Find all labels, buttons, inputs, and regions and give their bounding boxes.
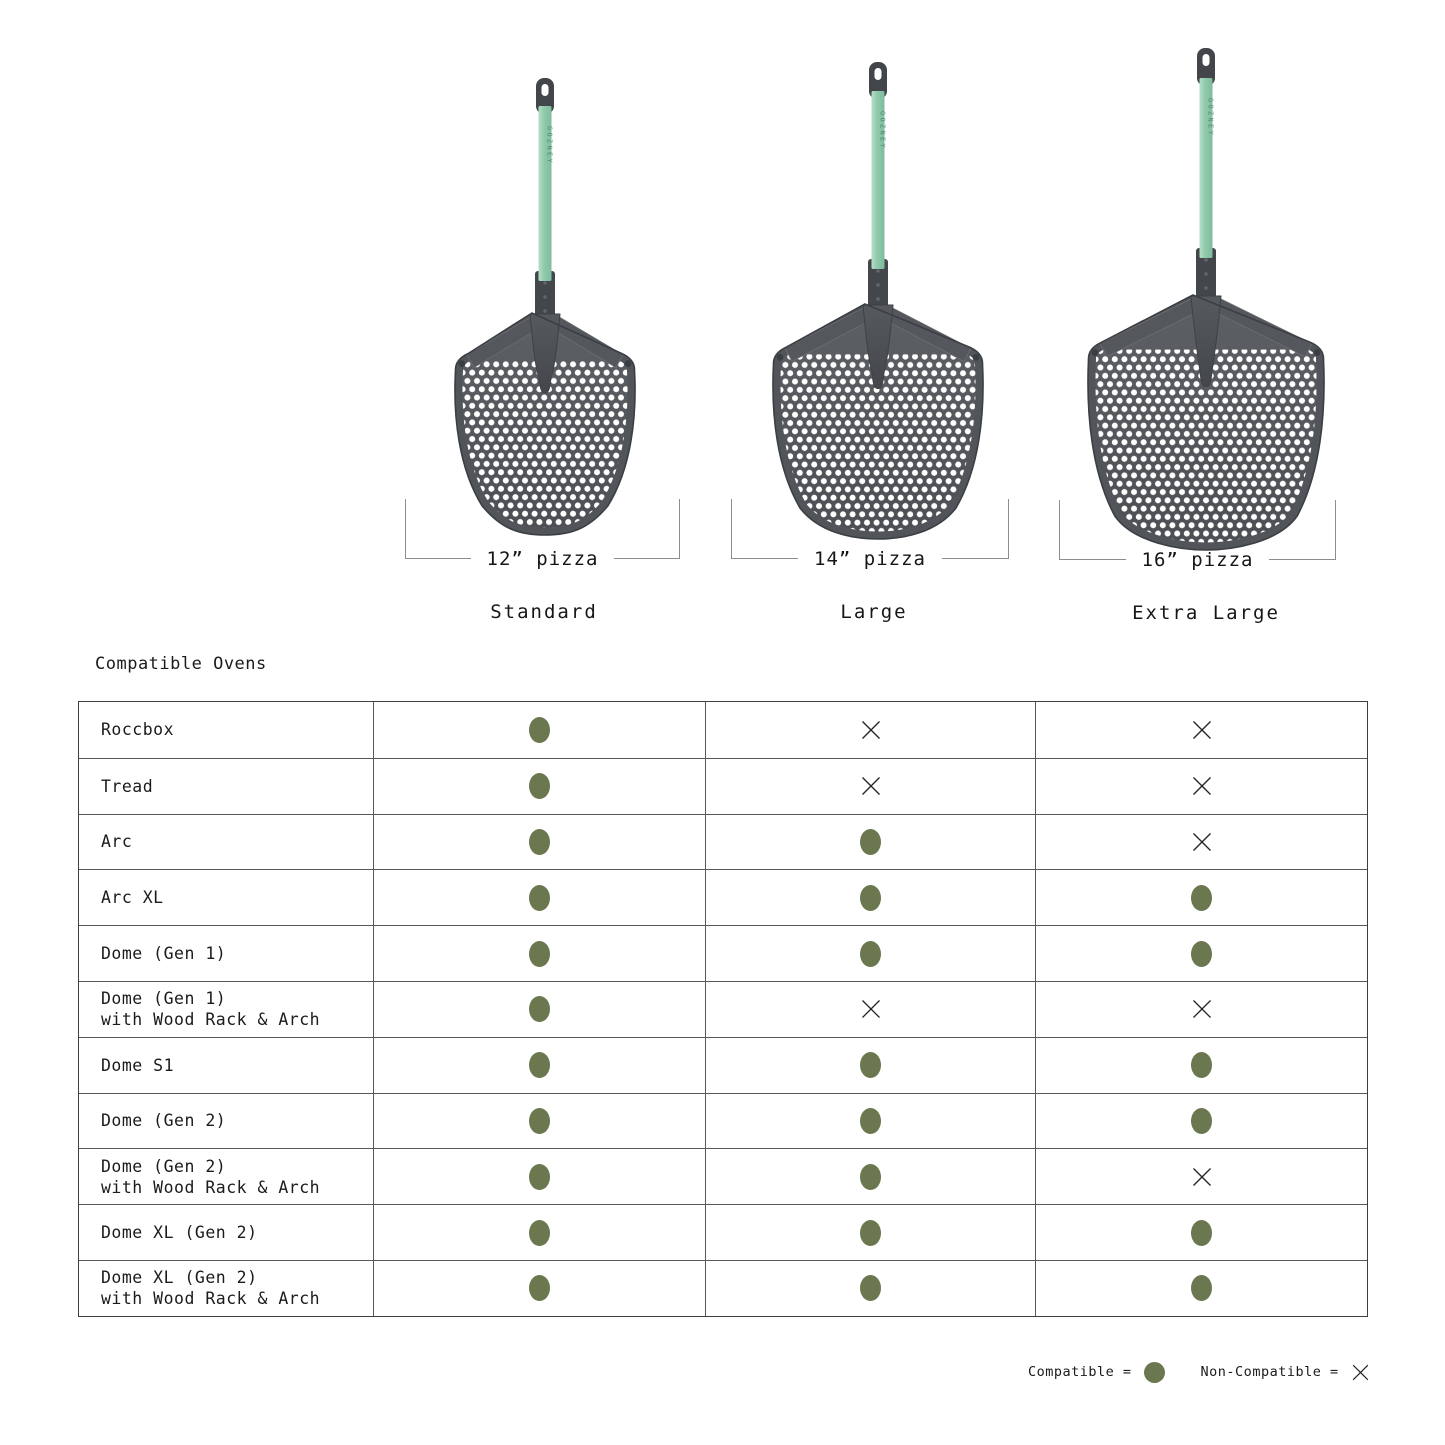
oven-name-cell [79, 1204, 373, 1260]
oven-name: Dome (Gen 1) [101, 944, 227, 964]
variant-name-standard: Standard [490, 601, 598, 623]
oven-name-cell [79, 1260, 373, 1316]
compatibility-table [78, 701, 1368, 1317]
compatible-dot-icon [1191, 941, 1212, 967]
compatible-dot-icon [529, 717, 550, 743]
compatible-dot-icon [860, 885, 881, 911]
compatible-dot-icon [860, 941, 881, 967]
compatible-dot-icon [529, 885, 550, 911]
compatibility-cell [1035, 1037, 1367, 1093]
compatibility-cell [373, 925, 705, 981]
oven-name: Dome (Gen 1) [101, 989, 227, 1009]
oven-name-line2: with Wood Rack & Arch [101, 1010, 321, 1030]
brand-text: GOZNEY [1206, 98, 1215, 137]
oven-name: Arc XL [101, 888, 164, 908]
oven-name-cell [79, 869, 373, 925]
pizza-peel-large-image [771, 62, 985, 543]
size-label: 14” pizza [814, 548, 926, 570]
non-compatible-x-icon [1191, 719, 1213, 741]
compatibility-cell [373, 702, 705, 758]
compatibility-cell [705, 702, 1035, 758]
oven-name-cell [79, 702, 373, 758]
compatibility-cell [1035, 1260, 1367, 1316]
brand-text: GOZNEY [545, 126, 554, 165]
compatible-dot-icon [529, 773, 550, 799]
compatibility-cell [1035, 981, 1367, 1037]
hang-hole [1203, 54, 1210, 66]
size-label: 16” pizza [1141, 549, 1254, 571]
oven-name: Dome XL (Gen 2) [101, 1268, 258, 1288]
oven-name-cell [79, 925, 373, 981]
compatible-dot-icon [1191, 1052, 1212, 1078]
legend-non-compatible-label: Non-Compatible = [1200, 1364, 1339, 1380]
non-compatible-x-icon [860, 775, 882, 797]
oven-name: Dome (Gen 2) [101, 1156, 227, 1176]
pizza-peel-extra-large-image [1086, 48, 1326, 554]
compatibility-cell [705, 814, 1035, 870]
compatibility-cell [373, 814, 705, 870]
compatible-dot-icon [529, 1164, 550, 1190]
non-compatible-x-icon [860, 719, 882, 741]
brand-text: GOZNEY [878, 111, 887, 150]
non-compatible-x-icon [860, 998, 882, 1020]
bracket-line [1269, 500, 1336, 560]
oven-name: Arc [101, 832, 133, 852]
variant-name-large: Large [840, 601, 908, 623]
compatibility-cell [1035, 925, 1367, 981]
hang-hole [542, 84, 549, 96]
compatibility-cell [705, 1204, 1035, 1260]
compatible-dot-icon [529, 1108, 550, 1134]
compatibility-cell [705, 1148, 1035, 1204]
compatible-dot-icon [860, 829, 881, 855]
bracket-line [1059, 500, 1126, 560]
compatible-dot-icon [1144, 1362, 1165, 1383]
non-compatible-x-icon [1191, 998, 1213, 1020]
non-compatible-x-icon [1191, 1166, 1213, 1188]
compatible-dot-icon [529, 1220, 550, 1246]
compatibility-cell [1035, 869, 1367, 925]
legend-compatible-label: Compatible = [1028, 1364, 1132, 1380]
pizza-peel-standard-image [453, 78, 637, 539]
size-label: 12” pizza [486, 548, 599, 570]
compatible-dot-icon [529, 941, 550, 967]
compatible-dot-icon [1191, 1220, 1212, 1246]
compatibility-cell [373, 1260, 705, 1316]
oven-name-line2: with Wood Rack & Arch [101, 1177, 321, 1197]
compatible-dot-icon [529, 1052, 550, 1078]
bracket-line [405, 499, 471, 559]
compatible-dot-icon [860, 1108, 881, 1134]
oven-name: Dome XL (Gen 2) [101, 1223, 258, 1243]
compatible-dot-icon [860, 1052, 881, 1078]
compatibility-cell [705, 1037, 1035, 1093]
compatibility-cell [1035, 1204, 1367, 1260]
compatibility-cell [1035, 758, 1367, 814]
compatibility-cell [1035, 814, 1367, 870]
compatibility-cell [373, 758, 705, 814]
bracket-line [942, 499, 1009, 559]
size-bracket-extra-large [1059, 500, 1336, 571]
compatible-dot-icon [860, 1164, 881, 1190]
compatibility-cell [373, 1204, 705, 1260]
hang-hole [875, 68, 882, 80]
bracket-line [731, 499, 798, 559]
compatibility-cell [705, 981, 1035, 1037]
size-bracket-large [731, 499, 1009, 570]
compatibility-cell [373, 1037, 705, 1093]
compatibility-cell [705, 925, 1035, 981]
compatible-dot-icon [860, 1275, 881, 1301]
compatible-dot-icon [1191, 885, 1212, 911]
compatibility-cell [1035, 1148, 1367, 1204]
oven-name: Dome (Gen 2) [101, 1111, 227, 1131]
compatibility-cell [373, 981, 705, 1037]
oven-name: Tread [101, 776, 154, 796]
compatibility-cell [705, 1093, 1035, 1149]
variant-name-extra-large: Extra Large [1132, 602, 1280, 624]
size-bracket-standard [405, 499, 680, 570]
legend [1028, 1361, 1370, 1383]
oven-name-cell [79, 981, 373, 1037]
compatible-dot-icon [529, 996, 550, 1022]
compatibility-cell [705, 1260, 1035, 1316]
oven-name-cell [79, 1148, 373, 1204]
compatible-dot-icon [529, 1275, 550, 1301]
table-title: Compatible Ovens [95, 654, 267, 674]
compatible-dot-icon [860, 1220, 881, 1246]
compatibility-cell [373, 1148, 705, 1204]
non-compatible-x-icon [1351, 1363, 1370, 1382]
compatible-dot-icon [529, 829, 550, 855]
compatibility-cell [1035, 1093, 1367, 1149]
non-compatible-x-icon [1191, 775, 1213, 797]
compatibility-cell [705, 869, 1035, 925]
compatible-dot-icon [1191, 1108, 1212, 1134]
compatibility-cell [705, 758, 1035, 814]
oven-name: Dome S1 [101, 1055, 175, 1075]
non-compatible-x-icon [1191, 831, 1213, 853]
oven-name-cell [79, 814, 373, 870]
oven-name-cell [79, 758, 373, 814]
bracket-line [614, 499, 680, 559]
compatibility-cell [373, 869, 705, 925]
oven-name-cell [79, 1093, 373, 1149]
oven-name-cell [79, 1037, 373, 1093]
oven-name: Roccbox [101, 720, 175, 740]
oven-name-line2: with Wood Rack & Arch [101, 1289, 321, 1309]
compatibility-cell [373, 1093, 705, 1149]
compatibility-cell [1035, 702, 1367, 758]
non-compatible-x-icon [1351, 1363, 1370, 1382]
compatible-dot-icon [1191, 1275, 1212, 1301]
